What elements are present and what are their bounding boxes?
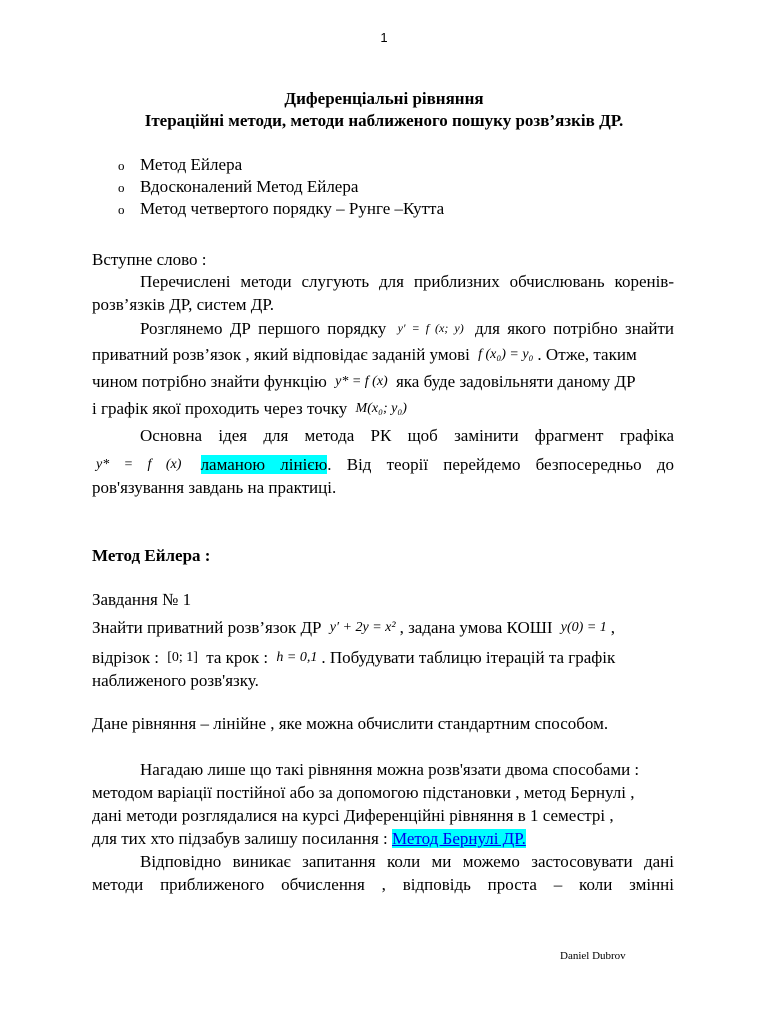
text-run: Знайти приватний розв’язок ДР [92, 618, 322, 637]
paragraph-line: дані методи розглядалися на курсі Диференційні рівняння в 1 семестрі , [92, 806, 614, 825]
list-item [118, 155, 242, 175]
text-run: Розглянемо ДР першого порядку [140, 319, 387, 338]
bernoulli-link[interactable]: Метод Бернулі ДР. [392, 829, 526, 848]
text-run: та крок : [206, 648, 269, 667]
formula-condition: f (x₀) = y₀ [478, 347, 534, 362]
formula-point: M(x₀; y₀) [355, 401, 407, 416]
paragraph-line: Перечислені методи слугують для приблизних обчислювань коренів- [140, 272, 674, 291]
list-item [118, 177, 358, 197]
text-run: . Отже, таким [537, 345, 637, 364]
document-subtitle: Ітераційні методи, методи наближеного пошуку розв’язків ДР. [144, 111, 624, 130]
paragraph-line: наближеного розв'язку. [92, 671, 259, 690]
list-item-label: Вдосконалений Метод Ейлера [140, 177, 359, 196]
formula-function: y* = f (x) [96, 457, 182, 472]
text-run: приватний розв’язок , який відповідає заданій умові [92, 345, 470, 364]
formula-interval: [0; 1] [167, 650, 198, 665]
text-run: . Від теорії перейдемо безпосередньо до [327, 455, 674, 474]
paragraph-line [140, 317, 674, 339]
text-run: , [610, 618, 616, 637]
paragraph-line: розв’язків ДР, систем ДР. [92, 295, 274, 314]
paragraph-line [92, 647, 674, 669]
paragraph-line [92, 371, 674, 393]
paragraph-line: методи приближеного обчислення , відповідь проста – коли змінні [92, 875, 674, 894]
paragraph-line [92, 617, 674, 639]
bullet-icon: o [118, 158, 125, 173]
paragraph-line: Дане рівняння – лінійне , яке можна обчислити стандартним способом. [92, 714, 609, 733]
paragraph-line [92, 398, 674, 420]
formula-ode: y′ = f (x; y) [397, 321, 464, 335]
paragraph-line: Нагадаю лише що такі рівняння можна розв'язати двома способами : [140, 760, 640, 779]
document-title: Диференціальні рівняння [284, 89, 484, 108]
section-heading: Метод Ейлера : [92, 546, 211, 565]
list-item [118, 199, 444, 219]
intro-heading: Вступне слово : [92, 250, 207, 269]
paragraph-line [92, 828, 674, 850]
text-run: для тих хто підзабув залишу посилання : [92, 829, 388, 848]
paragraph-line [92, 344, 674, 366]
text-run: . Побудувати таблицю ітерацій та графік [321, 648, 616, 667]
formula-initial: y(0) = 1 [560, 620, 607, 635]
paragraph-line: Відповідно виникає запитання коли ми можемо застосовувати дані [140, 852, 674, 871]
text-run: чином потрібно знайти функцію [92, 372, 327, 391]
bullet-icon: o [118, 202, 125, 217]
task-title: Завдання № 1 [92, 590, 192, 609]
bullet-icon: o [118, 180, 125, 195]
formula-function: y* = f (x) [335, 374, 388, 389]
page-number: 1 [380, 30, 388, 45]
text-run: відрізок : [92, 648, 159, 667]
text-run: , задана умова КОШІ [399, 618, 553, 637]
list-item-label: Метод Ейлера [140, 155, 243, 174]
paragraph-line: ров'язування завдань на практиці. [92, 478, 337, 497]
paragraph-line: методом варіації постійної або за допомогою підстановки , метод Бернулі , [92, 783, 635, 802]
paragraph-line [92, 454, 674, 476]
text-run: і графік якої проходить через точку [92, 399, 348, 418]
text-run: яка буде задовільняти даному ДР [395, 372, 636, 391]
footer-author: Daniel Dubrov [560, 950, 626, 962]
text-run: для якого потрібно знайти [475, 319, 675, 338]
list-item-label: Метод четвертого порядку – Рунге –Кутта [140, 199, 445, 218]
paragraph-line: Основна ідея для метода РК щоб замінити фрагмент графіка [140, 426, 674, 445]
formula-equation: y′ + 2y = x² [329, 620, 396, 635]
formula-step: h = 0,1 [276, 650, 318, 665]
highlighted-text: ламаною лінією [200, 455, 328, 474]
